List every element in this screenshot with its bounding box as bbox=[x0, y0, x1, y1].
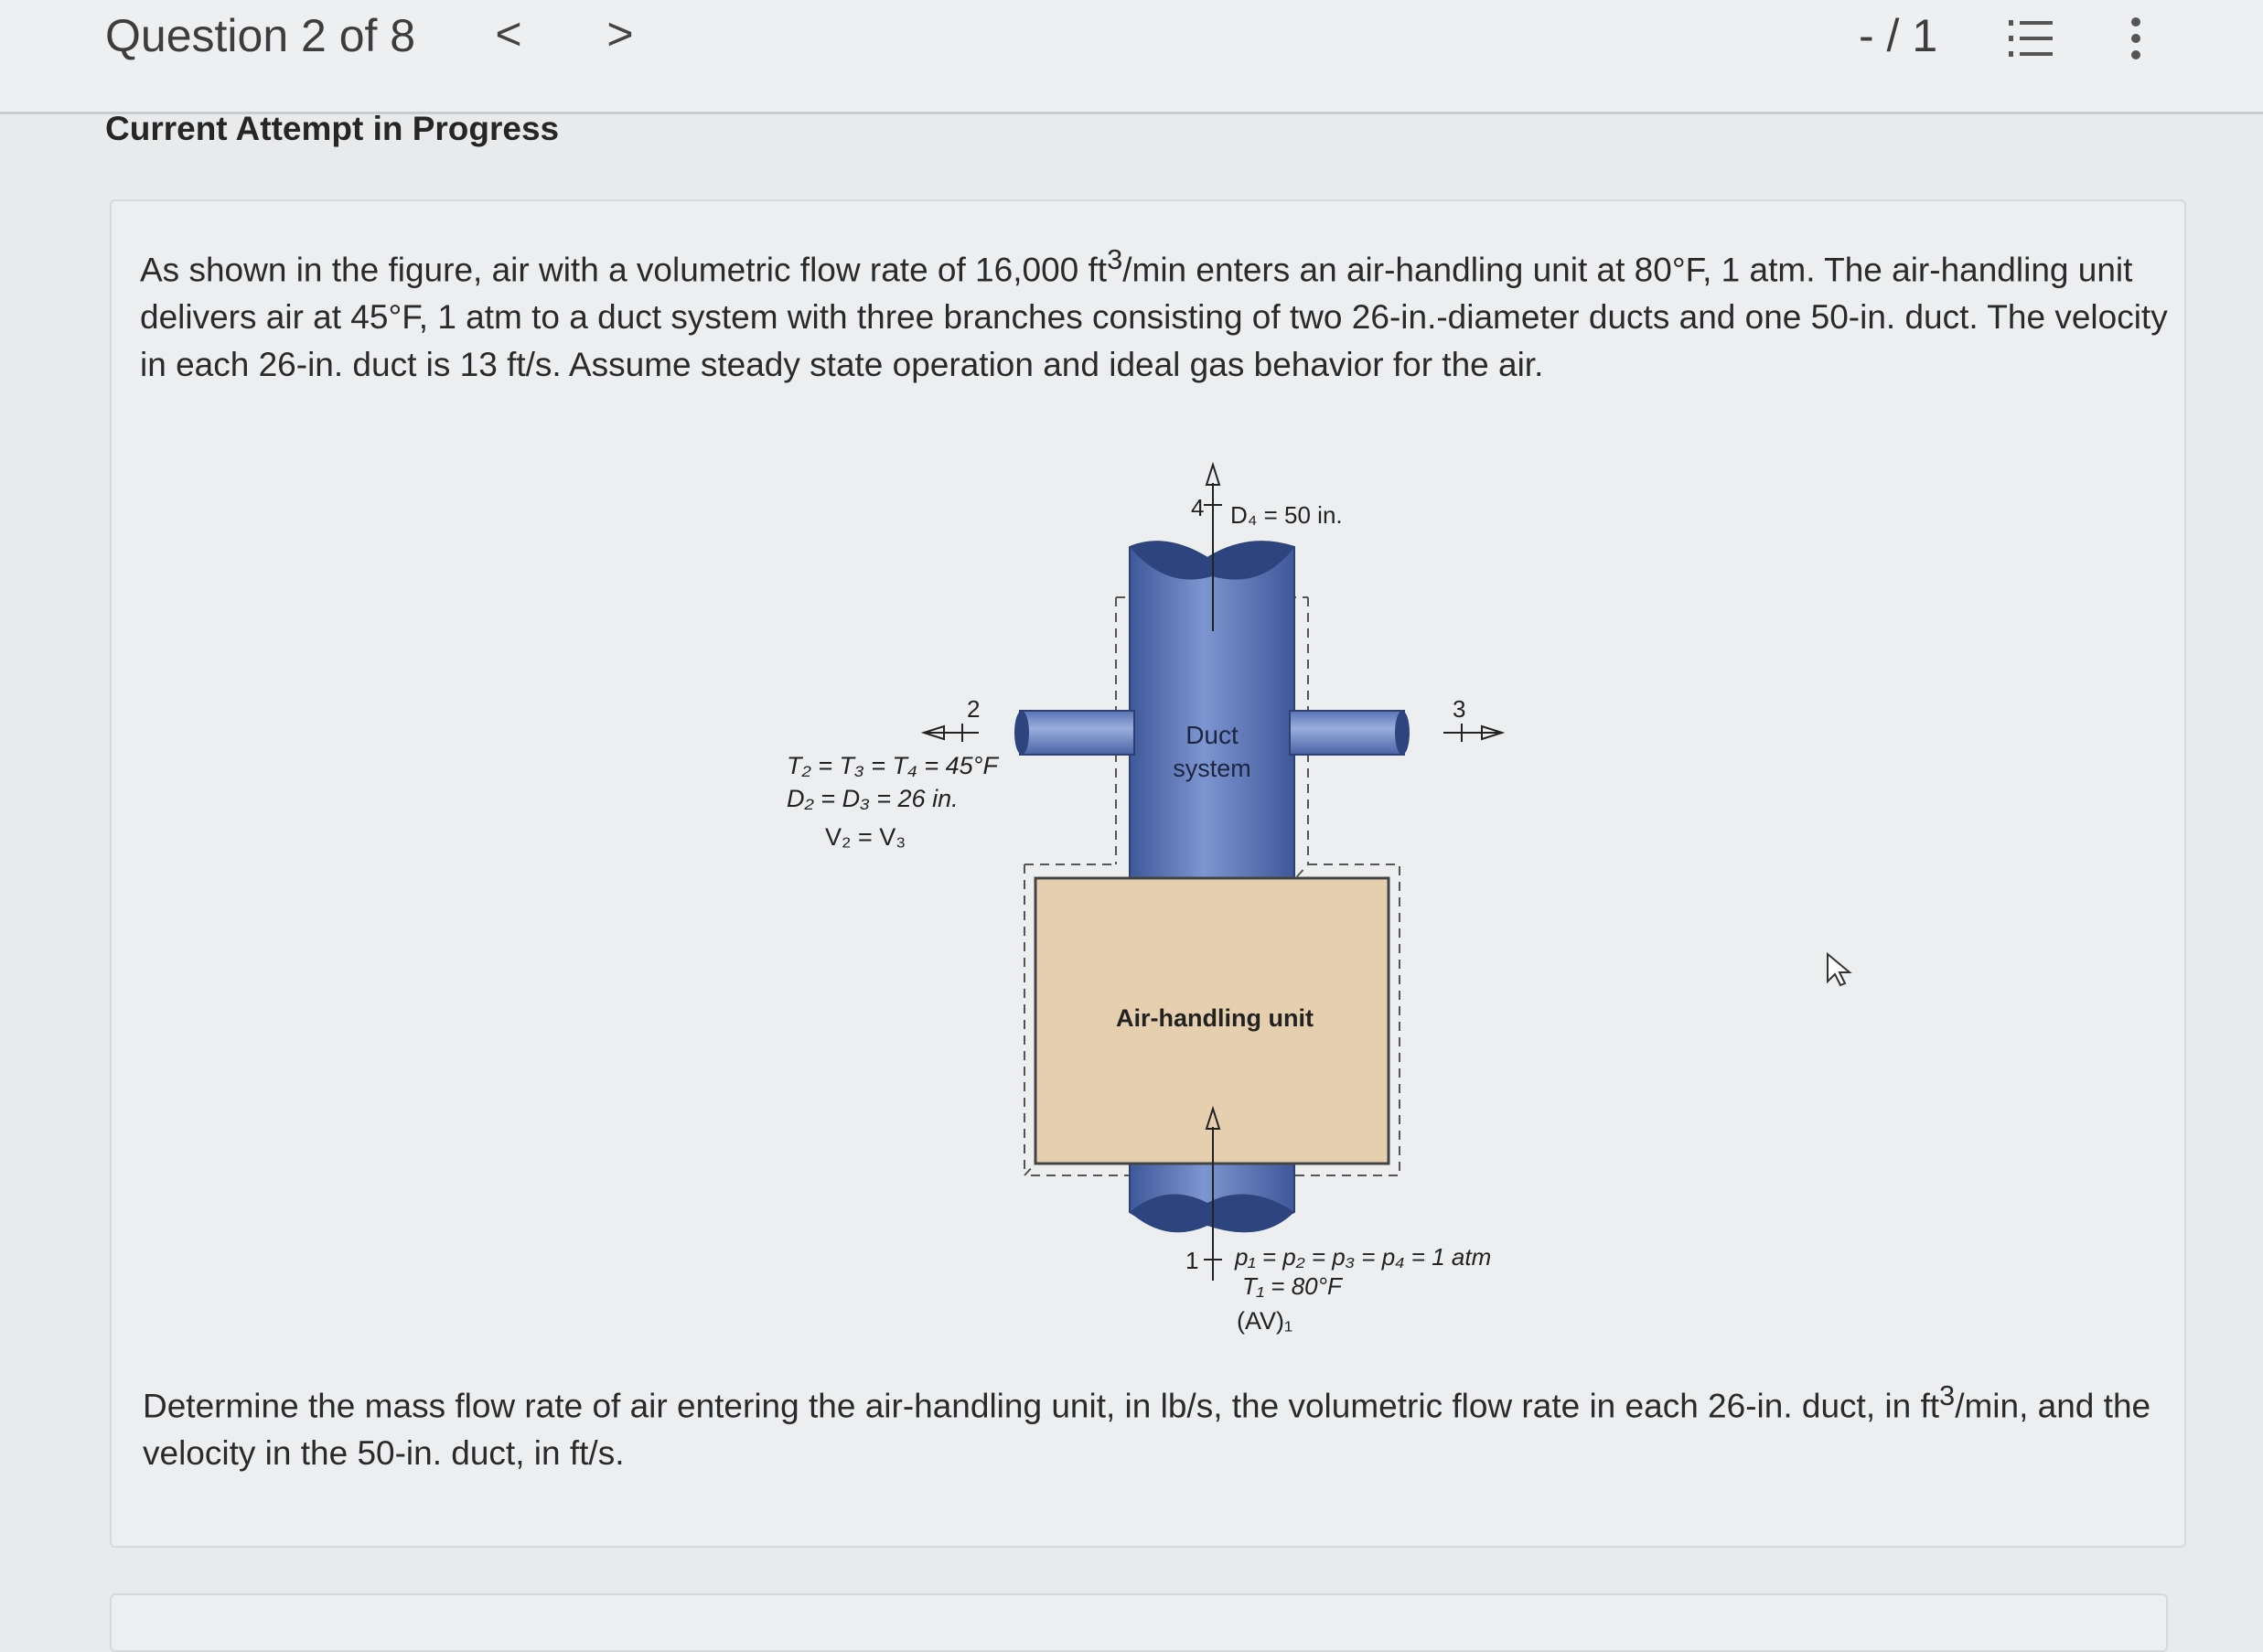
bottom-condition-2: T₁ = 80°F bbox=[1242, 1272, 1342, 1300]
station-1-label: 1 bbox=[1185, 1247, 1199, 1274]
question-text-a: Determine the mass flow rate of air entering the air-handling unit, in lb/s, the volumetric flow rate in each 26-in. duct, in ft bbox=[143, 1387, 1940, 1425]
left-condition-3: V₂ = V₃ bbox=[825, 823, 906, 851]
ahu-label: Air-handling unit bbox=[1116, 1004, 1314, 1032]
question-superscript: 3 bbox=[1939, 1379, 1956, 1411]
duct-label-line1: Duct bbox=[1185, 721, 1239, 749]
d4-label: D₄ = 50 in. bbox=[1230, 501, 1343, 529]
question-list-icon[interactable] bbox=[2005, 13, 2056, 64]
attempt-status: Current Attempt in Progress bbox=[105, 110, 560, 147]
air-handling-figure bbox=[750, 439, 1573, 1354]
left-branch-opening bbox=[1014, 711, 1029, 755]
station-2-label: 2 bbox=[967, 695, 981, 723]
problem-statement bbox=[140, 236, 2171, 389]
mouse-cursor-icon bbox=[1825, 951, 1852, 988]
question-prompt bbox=[143, 1372, 2173, 1477]
bottom-condition-3: (AV)₁ bbox=[1237, 1307, 1293, 1335]
right-branch-duct bbox=[1290, 711, 1404, 755]
score-display: - / 1 bbox=[1859, 10, 1938, 61]
problem-text-a: As shown in the figure, air with a volumetric flow rate of 16,000 ft bbox=[140, 251, 1108, 289]
problem-text-b: /min enters an air-handling unit at 80°F, 1 atm. The air-handling unit delivers air at 45°F, 1 atm to a duct system with three branches consisting of two 26-in.-diameter ducts and one 50-in. duct. The velocity in each 26-in. duct is 13 ft/s. Assume steady state operation and ideal gas behavior for the air. bbox=[140, 251, 2168, 384]
question-title: Question 2 of 8 bbox=[105, 10, 416, 61]
left-branch-duct bbox=[1020, 711, 1134, 755]
station-3-label: 3 bbox=[1453, 695, 1466, 723]
problem-superscript: 3 bbox=[1107, 243, 1123, 275]
left-condition-2: D₂ = D₃ = 26 in. bbox=[787, 785, 959, 812]
arrow-4-icon bbox=[1207, 465, 1219, 485]
answer-card bbox=[110, 1593, 2168, 1652]
more-options-icon[interactable] bbox=[2113, 11, 2159, 66]
previous-question-button[interactable]: < bbox=[495, 8, 522, 59]
duct-label-line2: system bbox=[1173, 755, 1251, 782]
next-question-button[interactable]: > bbox=[606, 8, 634, 59]
question-text-b: /min, and the velocity in the 50-in. duct, in ft/s. bbox=[143, 1387, 2151, 1473]
station-4-label: 4 bbox=[1191, 494, 1205, 521]
bottom-condition-1: p₁ = p₂ = p₃ = p₄ = 1 atm bbox=[1235, 1243, 1492, 1271]
right-branch-opening bbox=[1395, 711, 1410, 755]
top-bar bbox=[0, 0, 2263, 114]
left-condition-1: T₂ = T₃ = T₄ = 45°F bbox=[787, 752, 998, 779]
